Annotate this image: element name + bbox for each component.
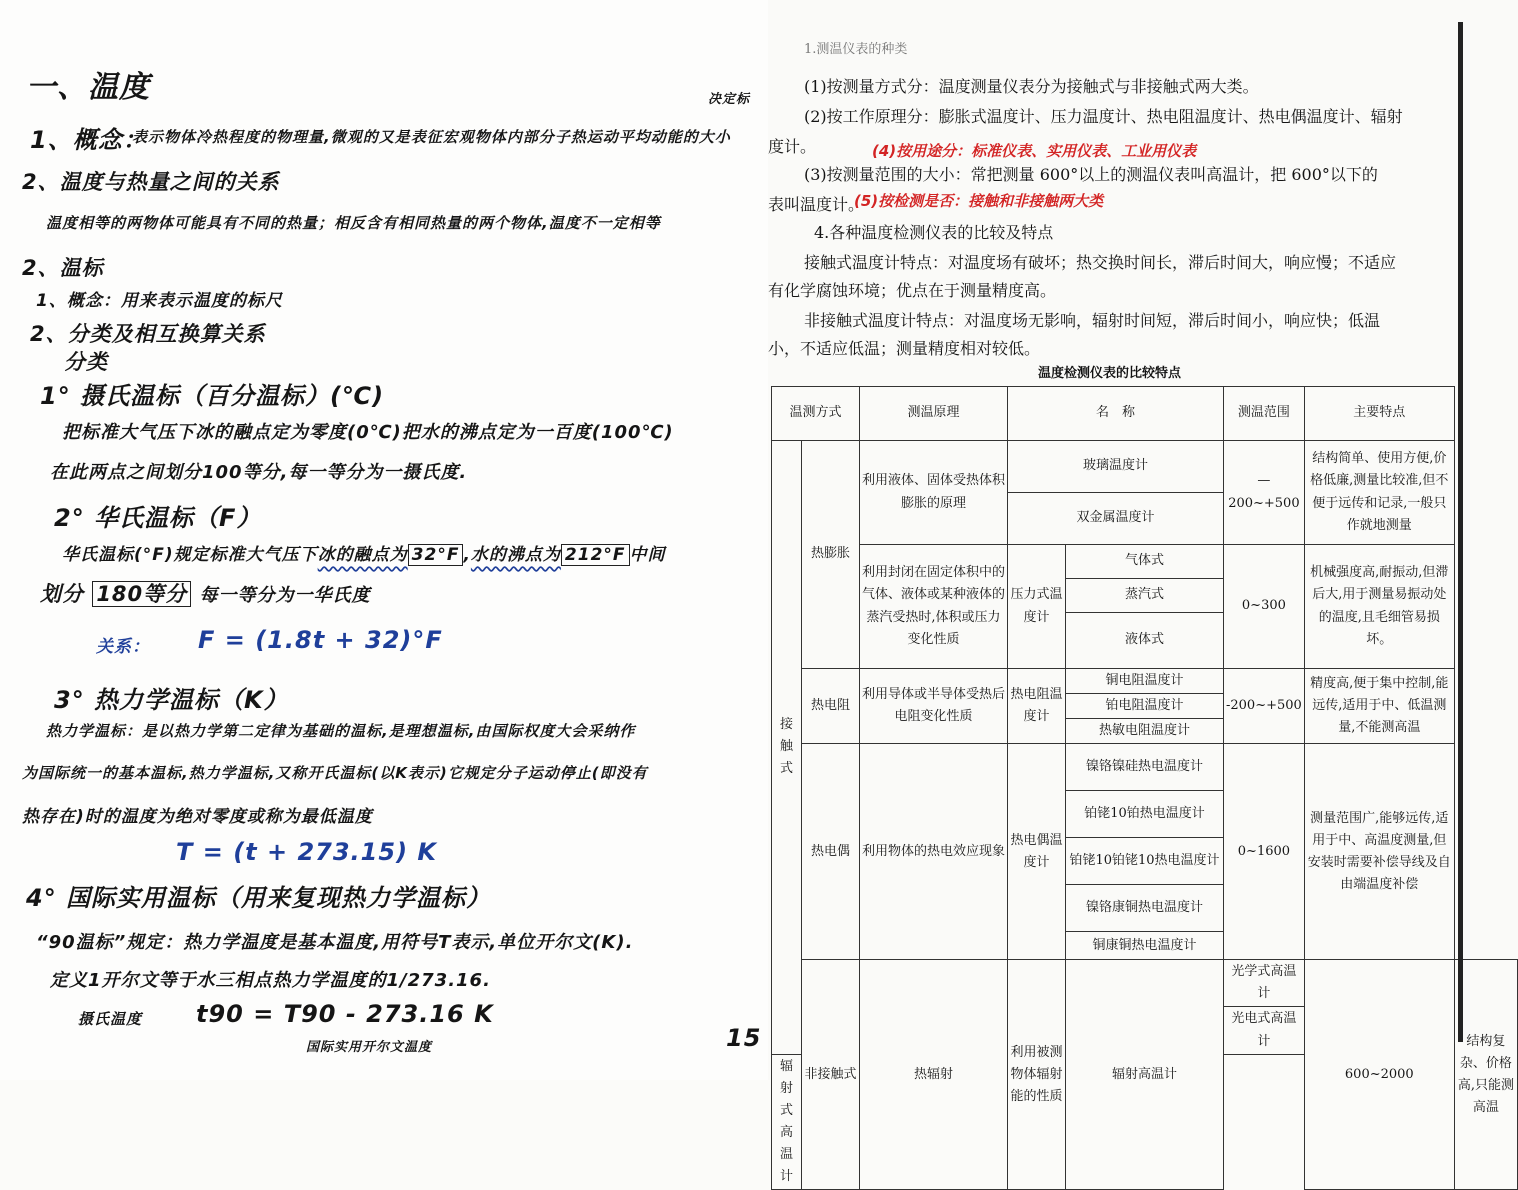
expansion-name-glass: 玻璃温度计	[1008, 441, 1224, 493]
para-by-range: (3)按测量范围的大小：常把测量 600°以上的测温仪表叫高温计，把 600°以下的	[804, 165, 1378, 184]
radiation-radiant: 辐射式高温计	[772, 1054, 802, 1190]
noncontact-cell: 非接触式	[802, 960, 860, 1190]
expansion-feature-1: 结构简单、使用方便,价格低廉,测量比较准,但不便于远传和记录,一般只作就地测量	[1304, 441, 1454, 545]
thermocouple-nicr-cuni: 镍铬康铜热电温度计	[1066, 885, 1224, 932]
scale-concept: 1、概念：用来表示温度的标尺	[36, 291, 283, 311]
celsius-title: 1° 摄氏温标（百分温标）(℃)	[40, 382, 385, 410]
resistance-copper: 铜电阻温度计	[1066, 669, 1224, 694]
expansion-principle-2: 利用封闭在固定体积中的气体、液体或某种液体的蒸汽受热时,体积或压力变化性质	[860, 545, 1008, 669]
temp-heat-text: 温度相等的两物体可能具有不同的热量；相反含有相同热量的两个物体,温度不一定相等	[46, 214, 661, 232]
pressure-gas: 气体式	[1066, 545, 1224, 579]
comparison-table	[771, 386, 1518, 1190]
scale-classification: 2、分类及相互换算关系	[30, 322, 266, 346]
th-features: 主要特点	[1304, 387, 1454, 441]
thermocouple-cu-cuni: 铜康铜热电温度计	[1066, 932, 1224, 960]
its-text-a: “90温标”规定：热力学温度是基本温度,用符号T表示,单位开尔文(K).	[36, 932, 634, 953]
th-name: 名 称	[1008, 387, 1224, 441]
kelvin-text-b: 为国际统一的基本温标,热力学温标,又称开氏温标(以K表示)它规定分子运动停止(即没有	[22, 764, 648, 782]
contact-cell: 接触式	[772, 441, 802, 1055]
resistance-group: 热电阻	[802, 669, 860, 744]
table-row	[772, 545, 1518, 579]
expansion-range-2: 0~300	[1224, 545, 1305, 669]
fahrenheit-text-b-post: 每一等分为一华氏度	[199, 585, 371, 606]
para-noncontact-features-cont: 小，不适应低温；测量精度相对较低。	[768, 339, 1041, 358]
textbook-page	[768, 0, 1518, 1185]
table-caption: 温度检测仪表的比较特点	[1038, 366, 1182, 381]
scale-heading: 2、温标	[22, 256, 104, 280]
concept-label: 1、概念：	[30, 126, 148, 154]
thermocouple-ptrh-pt: 铂铑10铂热电温度计	[1066, 791, 1224, 838]
expansion-principle-1: 利用液体、固体受热体积膨胀的原理	[860, 441, 1008, 545]
handwritten-notes-page	[0, 0, 768, 1080]
radiation-principle: 利用被测物体辐射能的性质	[1008, 960, 1066, 1190]
its-celsius-label: 摄氏温度	[78, 1010, 143, 1028]
table-row	[772, 441, 1518, 493]
th-range: 测温范围	[1224, 387, 1305, 441]
kelvin-formula: T = (t + 273.15) K	[176, 838, 437, 866]
expansion-range-1: —200~+500	[1224, 441, 1305, 545]
its-formula: t90 = T90 - 273.16 K	[196, 1000, 494, 1028]
resistance-thermistor: 热敏电阻温度计	[1066, 719, 1224, 744]
pressure-vapor: 蒸汽式	[1066, 579, 1224, 613]
temp-heat-relation: 2、温度与热量之间的关系	[22, 170, 280, 194]
celsius-text-a: 把标准大气压下冰的融点定为零度(0℃)把水的沸点定为一百度(100℃)	[62, 422, 674, 443]
fahrenheit-boil-label: 水的沸点为	[470, 545, 561, 565]
radiation-group: 热辐射	[860, 960, 1008, 1190]
pressure-thermometer: 压力式温度计	[1008, 545, 1066, 669]
table-header-row	[772, 387, 1518, 441]
red-note-by-use: (4)按用途分：标准仪表、实用仪表、工业用仪表	[872, 142, 1197, 160]
fahrenheit-boil-value: 212°F	[561, 544, 630, 566]
radiation-range: 600~2000	[1304, 960, 1454, 1190]
fahrenheit-freeze-value: 32°F	[408, 544, 464, 566]
section-cut-heading: 1.测温仪表的种类	[804, 42, 908, 57]
fahrenheit-divisions: 180等分	[92, 581, 191, 607]
expansion-feature-2: 机械强度高,耐振动,但滞后大,用于测量易振动处的温度,且毛细管易损坏。	[1304, 545, 1454, 669]
table-row	[772, 669, 1518, 694]
radiation-sub: 辐射高温计	[1066, 960, 1224, 1190]
resistance-range: -200~+500	[1224, 669, 1305, 744]
para-contact-features: 接触式温度计特点：对温度场有破坏；热交换时间长，滞后时间大，响应慢；不适应	[804, 253, 1397, 272]
concept-note: 决定标	[708, 92, 751, 107]
notes-title: 一、温度	[26, 70, 150, 105]
fahrenheit-text-a-pre: 华氏温标(°F)规定标准大气压下	[62, 545, 318, 565]
para-contact-features-cont: 有化学腐蚀环境；优点在于测量精度高。	[768, 281, 1057, 300]
its-note: 国际实用开尔文温度	[306, 1040, 433, 1055]
its-title: 4° 国际实用温标（用来复现热力学温标）	[26, 884, 492, 912]
pressure-liquid: 液体式	[1066, 613, 1224, 669]
page-number: 15	[726, 1024, 762, 1052]
scale-classification-sub: 分类	[64, 350, 108, 374]
radiation-optical: 光学式高温计	[1224, 960, 1305, 1007]
fahrenheit-text-a-end: 中间	[629, 545, 666, 565]
para-by-range-cont: 表叫温度计。	[768, 195, 865, 214]
thermocouple-ptrh-ptrh: 铂铑10铂铑10热电温度计	[1066, 838, 1224, 885]
resistance-platinum: 铂电阻温度计	[1066, 694, 1224, 719]
thermocouple-group: 热电偶	[802, 744, 860, 960]
relation-formula: F = (1.8t + 32)°F	[198, 626, 443, 654]
thermocouple-sub: 热电偶温度计	[1008, 744, 1066, 960]
fahrenheit-text-a: 华氏温标(°F)规定标准大气压下冰的融点为 32°F ,水的沸点为 212°F 中间	[62, 545, 666, 565]
kelvin-text-a: 热力学温标：是以热力学第二定律为基础的温标,是理想温标,由国际权度大会采纳作	[46, 722, 636, 740]
para-by-principle: (2)按工作原理分：膨胀式温度计、压力温度计、热电阻温度计、热电偶温度计、辐射	[804, 107, 1403, 126]
red-note-by-contact: (5)按检测是否：接触和非接触两大类	[854, 192, 1104, 210]
fahrenheit-text-b	[40, 578, 370, 608]
thermocouple-nicr-nisi: 镍铬镍硅热电温度计	[1066, 744, 1224, 791]
table-row	[772, 960, 1518, 1007]
fahrenheit-freeze-label: 冰的融点为	[317, 545, 408, 565]
expansion-group: 热膨胀	[802, 441, 860, 669]
para-by-principle-cont: 度计。	[768, 137, 817, 156]
its-text-b: 定义1开尔文等于水三相点热力学温度的1/273.16.	[50, 970, 491, 991]
section-heading-4: 4.各种温度检测仪表的比较及特点	[814, 223, 1054, 242]
para-by-method: (1)按测量方式分：温度测量仪表分为接触式与非接触式两大类。	[804, 77, 1259, 96]
radiation-photoelectric: 光电式高温计	[1224, 1007, 1305, 1054]
kelvin-text-c: 热存在)时的温度为绝对零度或称为最低温度	[22, 807, 373, 827]
thermocouple-feature: 测量范围广,能够远传,适用于中、高温度测量,但安装时需要补偿导线及自由端温度补偿	[1304, 744, 1454, 960]
fahrenheit-text-b-pre: 划分	[40, 582, 84, 606]
fahrenheit-title: 2° 华氏温标（F）	[54, 504, 262, 532]
kelvin-title: 3° 热力学温标（K）	[54, 686, 289, 714]
para-noncontact-features: 非接触式温度计特点：对温度场无影响，辐射时间短，滞后时间小，响应快；低温	[804, 311, 1381, 330]
radiation-feature: 结构复杂、价格高,只能测高温	[1454, 960, 1517, 1190]
table-row	[772, 744, 1518, 791]
concept-text: 表示物体冷热程度的物理量,微观的又是表征宏观物体内部分子热运动平均动能的大小	[132, 128, 731, 146]
resistance-feature: 精度高,便于集中控制,能远传,适用于中、低温测量,不能测高温	[1304, 669, 1454, 744]
th-principle: 测温原理	[860, 387, 1008, 441]
th-method: 温测方式	[772, 387, 860, 441]
relation-label: 关系：	[96, 637, 150, 657]
expansion-name-bimetal: 双金属温度计	[1008, 493, 1224, 545]
thermocouple-principle: 利用物体的热电效应现象	[860, 744, 1008, 960]
resistance-sub: 热电阻温度计	[1008, 669, 1066, 744]
resistance-principle: 利用导体或半导体受热后电阻变化性质	[860, 669, 1008, 744]
thermocouple-range: 0~1600	[1224, 744, 1305, 960]
page-edge-shadow	[1458, 22, 1463, 1042]
celsius-text-b: 在此两点之间划分100等分,每一等分为一摄氏度.	[50, 462, 468, 483]
